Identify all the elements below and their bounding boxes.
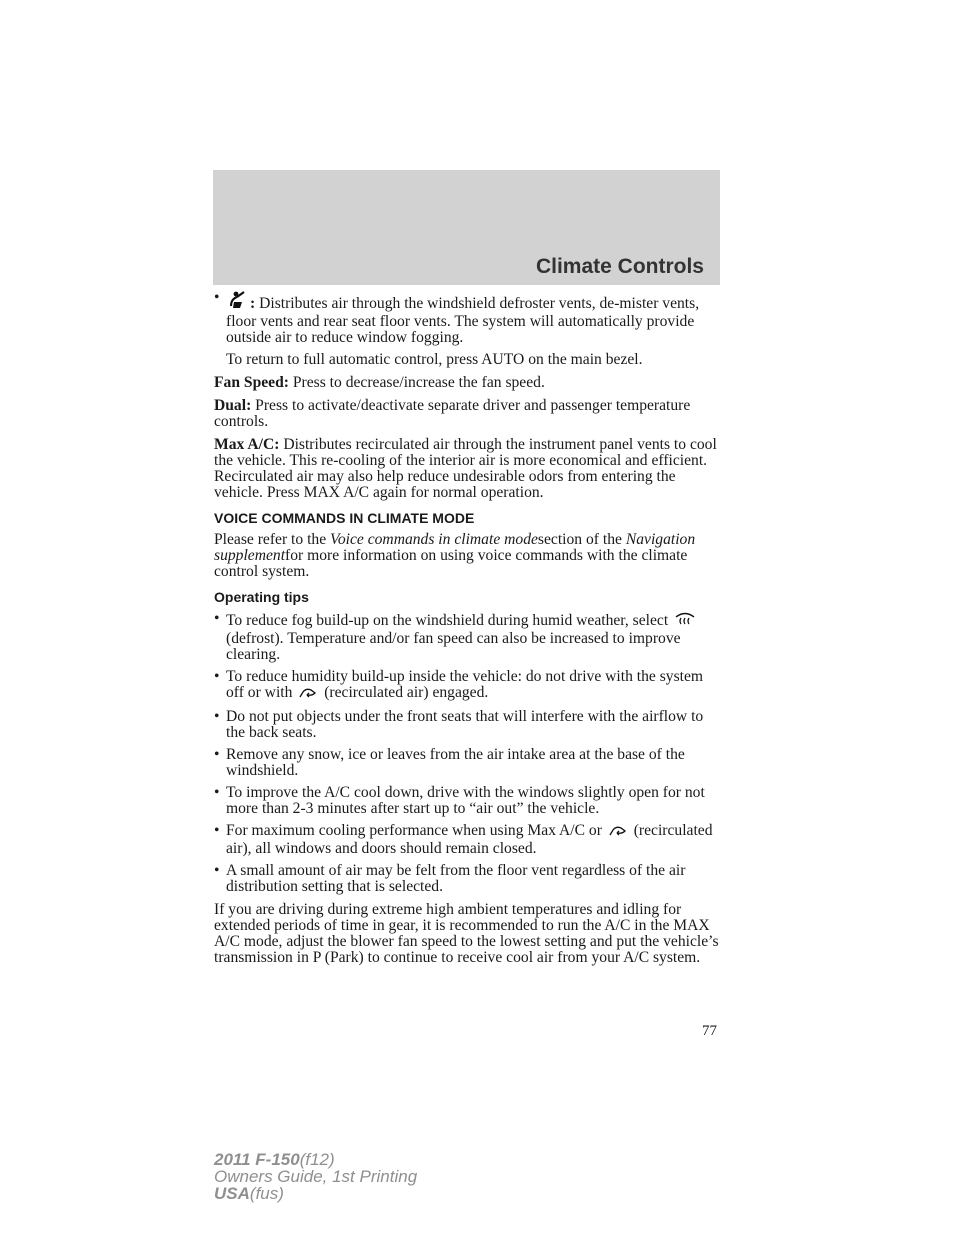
defrost-floor-label: :	[250, 295, 256, 312]
print-footer	[214, 1151, 417, 1202]
list-item	[214, 785, 722, 817]
fan-speed-paragraph	[214, 375, 722, 391]
tip-cooldown-text: To improve the A/C cool down, drive with the windows slightly open for not more than 2-3 minutes after start up to “air out” the vehicle.	[226, 784, 705, 817]
list-item	[214, 823, 722, 857]
defrost-floor-text: Distributes air through the windshield defroster vents, de-mister vents, floor vents and rear seat floor vents. The system will automatically provide outside air to reduce window fogging.	[226, 295, 700, 346]
tip-seats-text: Do not put objects under the front seats that will interfere with the airflow to the back seats.	[226, 708, 704, 741]
footer-region-code: (fus)	[249, 1184, 284, 1203]
dual-paragraph	[214, 398, 722, 430]
section-header	[213, 170, 720, 285]
list-item	[214, 747, 722, 779]
bullet: •	[214, 784, 220, 801]
fan-speed-text: Press to decrease/increase the fan speed.	[292, 374, 545, 391]
tip-floor-vent-text: A small amount of air may be felt from the floor vent regardless of the air distribution setting that is selected.	[226, 862, 686, 895]
voice-link-navigation-supplement: Navigation supplement	[214, 531, 696, 564]
page-content	[214, 290, 722, 966]
bullet: •	[214, 708, 220, 725]
closing-paragraph: If you are driving during extreme high ambient temperatures and idling for extended periods of time in gear, it is recommended to run the A/C in the MAX A/C mode, adjust the blower fan speed to the lowest setting and put the vehicle’s transmission in P (Park) to continue to receive cool air from your A/C system.	[214, 901, 719, 966]
tip-humidity-text-a: To reduce humidity build-up inside the vehicle: do not drive with the system off or with	[226, 668, 704, 701]
bullet: •	[214, 862, 220, 879]
list-item	[214, 669, 722, 703]
recirculated-air-icon	[608, 825, 628, 841]
tip-max-cooling-text-a: For maximum cooling performance when using Max A/C or	[226, 822, 602, 839]
voice-link-climate-mode: Voice commands in climate mode	[330, 531, 538, 548]
max-ac-text: Distributes recirculated air through the instrument panel vents to cool the vehicle. This re-cooling of the interior air is more economical and efficient. Recirculated air may also help reduce undesirable odors from entering the vehicle. Press MAX A/C again for normal operation.	[214, 436, 717, 501]
tip-defrost-text-b: (defrost). Temperature and/or fan speed can also be increased to improve clearing.	[226, 630, 681, 663]
voice-commands-paragraph	[214, 532, 722, 580]
list-item	[214, 863, 722, 895]
voice-text-1: Please refer to the	[214, 531, 331, 548]
max-ac-paragraph	[214, 437, 722, 501]
tip-max-cooling-text-b: (recirculated air), all windows and doors should remain closed.	[226, 822, 713, 857]
list-item	[214, 709, 722, 741]
defrost-floor-icon	[228, 290, 248, 314]
recirculated-air-icon	[298, 687, 318, 703]
dual-text: Press to activate/deactivate separate driver and passenger temperature controls.	[214, 397, 691, 430]
bullet: •	[214, 668, 220, 685]
dual-label: Dual:	[214, 397, 252, 414]
operating-tips-heading: Operating tips	[214, 589, 309, 605]
bullet: •	[214, 610, 220, 627]
list-item	[214, 611, 722, 663]
fan-speed-label: Fan Speed:	[214, 374, 289, 391]
defrost-icon	[674, 611, 696, 631]
bullet: •	[214, 289, 220, 306]
footer-line-region	[214, 1185, 417, 1202]
voice-commands-heading: VOICE COMMANDS IN CLIMATE MODE	[214, 510, 475, 526]
bullet: •	[214, 822, 220, 839]
page-number: 77	[702, 1023, 717, 1039]
tip-defrost-text-a: To reduce fog build-up on the windshield during humid weather, select	[226, 612, 669, 629]
footer-line-guide: Owners Guide, 1st Printing	[214, 1167, 418, 1186]
footer-model-code: (f12)	[299, 1150, 335, 1169]
section-title: Climate Controls	[535, 255, 704, 278]
footer-line-model	[214, 1151, 417, 1168]
voice-text-3: for more information on using voice commands with the climate control system.	[214, 547, 688, 580]
max-ac-label: Max A/C:	[214, 436, 280, 453]
footer-region: USA	[214, 1184, 250, 1203]
list-item	[214, 290, 722, 346]
footer-model: 2011 F-150	[214, 1150, 300, 1169]
return-note: To return to full automatic control, press AUTO on the main bezel.	[226, 351, 643, 368]
bullet: •	[214, 746, 220, 763]
voice-text-2: section of the	[537, 531, 626, 548]
tip-humidity-text-b: (recirculated air) engaged.	[324, 684, 489, 701]
tip-snow-text: Remove any snow, ice or leaves from the air intake area at the base of the windshield.	[226, 746, 685, 779]
